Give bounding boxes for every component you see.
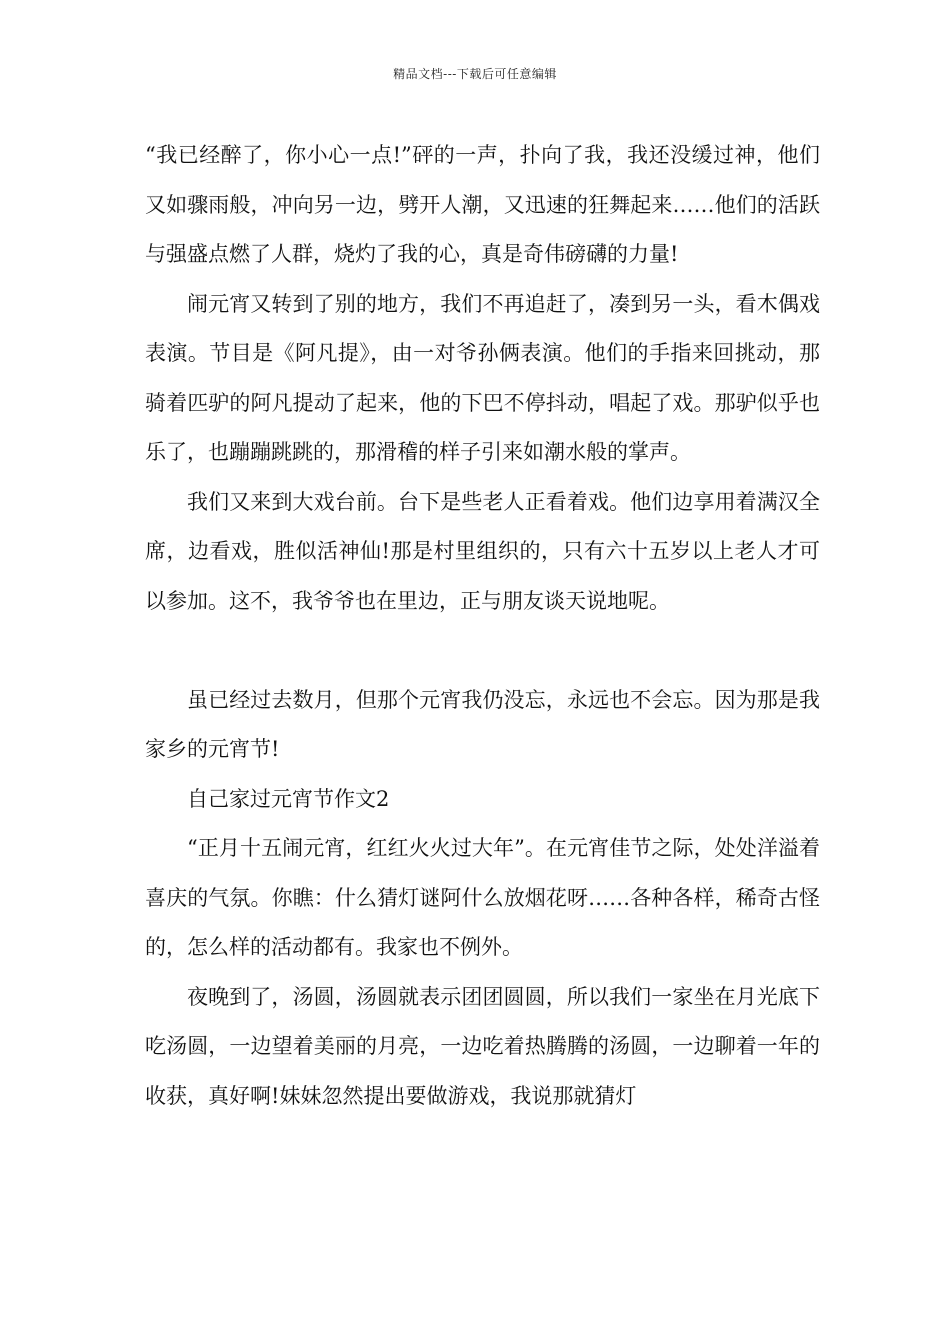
- page-header: 精品文档---下载后可任意编辑: [393, 67, 557, 81]
- section-title: 自己家过元宵节作文2: [187, 786, 390, 811]
- paragraph-1: “我已经醉了，你小心一点!”砰的一声，扑向了我，我还没缓过神，他们又如骤雨般，冲向另一边，劈开人潮，又迅速的狂舞起来……他们的活跃与强盛点燃了人群，烧灼了我的心，真是奇伟磅礴的力量!: [145, 143, 820, 266]
- paragraph-2: 闹元宵又转到了别的地方，我们不再追赶了，凑到另一头，看木偶戏表演。节目是《阿凡提》，由一对爷孙俩表演。他们的手指来回挑动，那骑着匹驴的阿凡提动了起来，他的下巴不停抖动，唱起了戏。那驴似乎也乐了，也蹦蹦跳跳的，那滑稽的样子引来如潮水般的掌声。: [145, 291, 820, 464]
- blank-line: [145, 626, 820, 676]
- document-body: [145, 131, 820, 1121]
- paragraph-5: “正月十五闹元宵，红红火火过大年”。在元宵佳节之际，处处洋溢着喜庆的气氛。你瞧：什么猜灯谜阿什么放烟花呀……各种各样，稀奇古怪的，怎么样的活动都有。我家也不例外。: [145, 836, 820, 959]
- paragraph-4: 虽已经过去数月，但那个元宵我仍没忘，永远也不会忘。因为那是我家乡的元宵节!: [145, 687, 820, 761]
- paragraph-3: 我们又来到大戏台前。台下是些老人正看着戏。他们边享用着满汉全席，边看戏，胜似活神仙!那是村里组织的，只有六十五岁以上老人才可以参加。这不，我爷爷也在里边，正与朋友谈天说地呢。: [145, 489, 820, 613]
- paragraph-6: 夜晚到了，汤圆，汤圆就表示团团圆圆，所以我们一家坐在月光底下吃汤圆，一边望着美丽的月亮，一边吃着热腾腾的汤圆，一边聊着一年的收获，真好啊!妹妹忽然提出要做游戏，我说那就猜灯: [145, 984, 820, 1108]
